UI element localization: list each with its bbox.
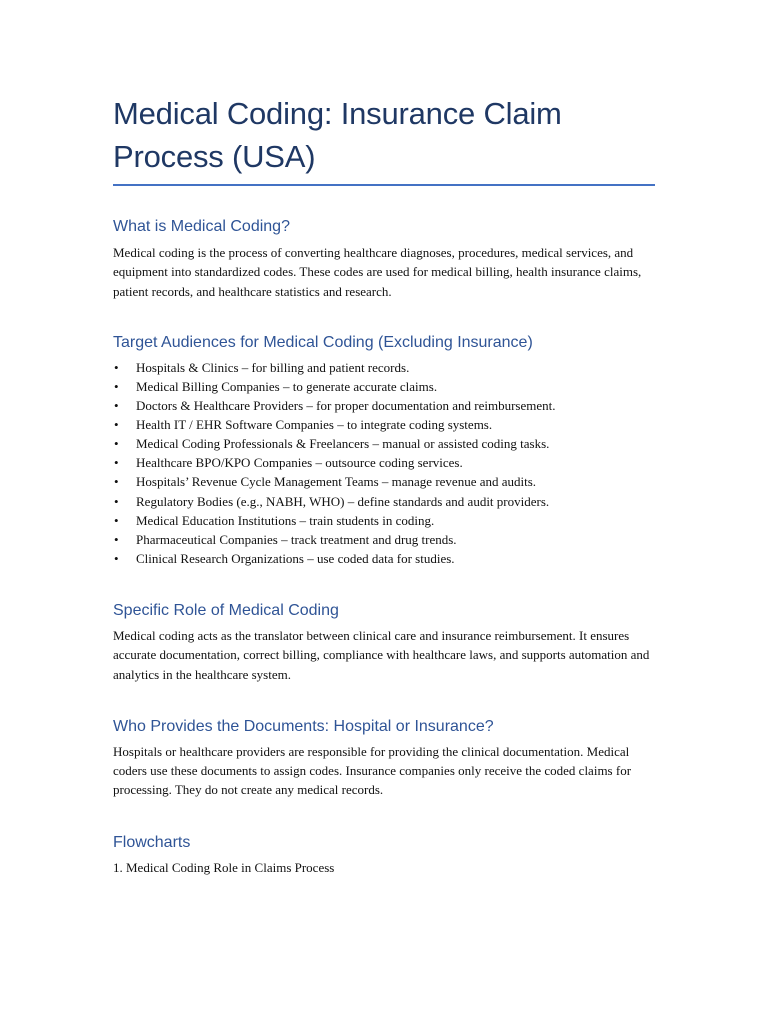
list-item [113, 511, 655, 530]
bullet-icon: • [114, 378, 119, 394]
list-item-text: Medical Coding Professionals & Freelancers – manual or assisted coding tasks. [136, 436, 550, 452]
section-heading: Who Provides the Documents: Hospital or Insurance? [113, 717, 494, 735]
section-heading: Flowcharts [113, 833, 191, 851]
list-item-text: Medical Education Institutions – train students in coding. [136, 512, 435, 528]
bullet-icon: • [114, 512, 119, 528]
list-item-text: Healthcare BPO/KPO Companies – outsource coding services. [136, 455, 463, 471]
list-item-text: Doctors & Healthcare Providers – for proper documentation and reimbursement. [136, 398, 556, 414]
list-item-text: Clinical Research Organizations – use coded data for studies. [136, 550, 455, 566]
list-item [113, 377, 655, 396]
numbered-item: 1. Medical Coding Role in Claims Process [113, 859, 335, 875]
bullet-icon: • [114, 493, 119, 509]
list-item-text: Regulatory Bodies (e.g., NABH, WHO) – define standards and audit providers. [136, 493, 550, 509]
section-specific-role [113, 601, 655, 684]
list-item-text: Medical Billing Companies – to generate accurate claims. [136, 378, 438, 394]
list-item-text: Hospitals & Clinics – for billing and patient records. [136, 359, 410, 375]
bullet-icon: • [114, 436, 119, 452]
section-what-is-medical-coding [113, 217, 655, 301]
bullet-icon: • [114, 417, 119, 433]
list-item [113, 453, 655, 472]
title-divider [113, 184, 655, 186]
section-who-provides-documents [113, 717, 655, 800]
list-item [113, 530, 655, 549]
list-item [113, 415, 655, 434]
list-item [113, 396, 655, 415]
list-item-text: Hospitals’ Revenue Cycle Management Teams – manage revenue and audits. [136, 474, 537, 490]
section-heading: What is Medical Coding? [113, 218, 290, 235]
document-title: Medical Coding: Insurance Claim Process (USA) [113, 96, 562, 174]
bullet-icon: • [114, 359, 119, 375]
list-item [113, 492, 655, 511]
list-item [113, 549, 655, 568]
section-paragraph: Medical coding acts as the translator between clinical care and insurance reimbursement. It ensures accurate documentation, correct billing, compliance with healthcare laws, and supports automation and analytics in the healthcare system. [113, 627, 650, 682]
bullet-icon: • [114, 455, 119, 471]
bullet-icon: • [114, 550, 119, 566]
section-paragraph: Medical coding is the process of converting healthcare diagnoses, procedures, medical services, and equipment into standardized codes. These codes are used for medical billing, health insurance claims, patient records, and healthcare statistics and research. [113, 245, 642, 299]
list-item-text: Health IT / EHR Software Companies – to integrate coding systems. [136, 417, 493, 433]
list-item-text: Pharmaceutical Companies – track treatment and drug trends. [136, 531, 457, 547]
bullet-icon: • [114, 474, 119, 490]
section-paragraph: Hospitals or healthcare providers are responsible for providing the clinical documentation. Medical coders use these documents to assign codes. Insurance companies only receive the coded claims for processing. They do not create any medical records. [113, 743, 632, 798]
section-flowcharts [113, 833, 655, 877]
bullet-icon: • [114, 531, 119, 547]
list-item [113, 358, 655, 377]
section-heading: Specific Role of Medical Coding [113, 601, 339, 619]
section-heading: Target Audiences for Medical Coding (Excluding Insurance) [113, 333, 533, 351]
document-page [113, 92, 655, 877]
audience-list [113, 358, 655, 568]
list-item [113, 472, 655, 491]
list-item [113, 434, 655, 453]
section-target-audiences [113, 333, 655, 568]
bullet-icon: • [114, 398, 119, 414]
